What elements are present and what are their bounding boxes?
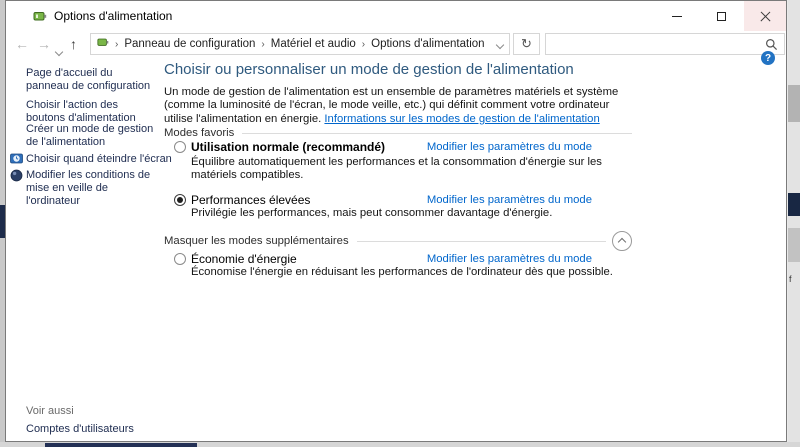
plan-name-high-performance[interactable]: Performances élevées <box>191 193 311 207</box>
breadcrumb-hardware-sound[interactable]: Matériel et audio <box>270 38 356 50</box>
close-icon <box>759 10 772 23</box>
title-bar <box>6 1 786 31</box>
plan-name-power-saver[interactable]: Économie d'énergie <box>191 252 297 266</box>
plan-row-balanced <box>164 140 632 156</box>
help-icon[interactable]: ? <box>761 51 775 65</box>
navigation-toolbar <box>6 31 786 58</box>
sidebar-item-create-plan[interactable]: Créer un mode de gestion de l'alimentation <box>26 123 154 148</box>
sidebar-item-turn-off-display[interactable]: Choisir quand éteindre l'écran <box>26 153 154 166</box>
window-title: Options d'alimentation <box>54 9 173 23</box>
background-text-fragment <box>45 443 197 447</box>
maximize-icon <box>717 12 726 21</box>
address-dropdown-icon[interactable] <box>497 35 503 53</box>
section-additional-plans: Masquer les modes supplémentaires <box>164 231 632 251</box>
close-button[interactable] <box>744 1 786 31</box>
change-plan-settings-link-balanced[interactable]: Modifier les paramètres du mode <box>426 141 592 153</box>
power-options-app-icon <box>33 9 47 28</box>
breadcrumb-app-icon <box>97 35 109 53</box>
intro-text: Un mode de gestion de l'alimentation est un ensemble de paramètres matériels et système (comme la luminosité de l'écran, le mode veille, etc.) qui définit comment votre ordinateur utilise l'alimentation en énergie. <box>164 86 619 125</box>
plan-description-balanced: Équilibre automatiquement les performances et la consommation d'énergie sur les matériels compatibles. <box>191 156 602 182</box>
background-dark-patch <box>788 193 800 216</box>
sidebar-item-power-buttons[interactable]: Choisir l'action des boutons d'alimentation <box>26 99 136 124</box>
radio-high-performance[interactable] <box>174 194 186 206</box>
breadcrumb-power-options[interactable]: Options d'alimentation <box>371 38 485 50</box>
section-divider <box>242 133 632 134</box>
refresh-icon: ↻ <box>521 36 532 51</box>
plan-description-power-saver: Économise l'énergie en réduisant les performances de l'ordinateur dès que possible. <box>191 266 613 278</box>
radio-power-saver[interactable] <box>174 253 186 265</box>
chevron-up-icon <box>618 238 626 246</box>
up-button[interactable]: ↑ <box>70 36 77 52</box>
sleep-icon <box>10 169 23 186</box>
breadcrumb-separator-icon: › <box>115 38 119 50</box>
window-controls <box>654 1 786 31</box>
refresh-button[interactable] <box>513 33 540 55</box>
background-window-bottom <box>0 442 800 447</box>
background-patch <box>788 228 800 262</box>
background-window-right <box>788 0 800 447</box>
address-bar[interactable] <box>90 33 510 55</box>
intro-paragraph <box>164 86 632 126</box>
breadcrumb-control-panel[interactable]: Panneau de configuration <box>124 38 256 50</box>
display-power-icon <box>10 153 23 170</box>
see-also-header: Voir aussi <box>26 405 74 417</box>
breadcrumb-separator-icon: › <box>261 38 265 50</box>
search-input[interactable] <box>546 35 765 53</box>
history-dropdown-icon[interactable] <box>56 42 62 60</box>
maximize-button[interactable] <box>699 1 744 31</box>
search-icon <box>765 38 778 51</box>
change-plan-settings-link-high-performance[interactable]: Modifier les paramètres du mode <box>426 194 592 206</box>
collapse-section-button[interactable] <box>612 231 632 251</box>
sidebar-item-user-accounts[interactable]: Comptes d'utilisateurs <box>26 423 134 435</box>
background-patch <box>788 85 800 122</box>
radio-balanced[interactable] <box>174 141 186 153</box>
breadcrumb-separator-icon: › <box>361 38 366 50</box>
plan-name-balanced[interactable]: Utilisation normale (recommandé) <box>191 140 386 154</box>
section-divider <box>357 241 606 242</box>
background-text-fragment: f <box>789 274 792 284</box>
plan-description-high-performance: Privilégie les performances, mais peut consommer davantage d'énergie. <box>191 207 553 219</box>
minimize-icon <box>672 16 682 17</box>
page-title: Choisir ou personnaliser un mode de gestion de l'alimentation <box>164 61 574 78</box>
change-plan-settings-link-power-saver[interactable]: Modifier les paramètres du mode <box>426 253 592 265</box>
search-box <box>545 33 785 55</box>
forward-button[interactable]: → <box>37 36 51 52</box>
sidebar-item-control-panel-home[interactable]: Page d'accueil du panneau de configuration <box>26 67 151 92</box>
sidebar-item-sleep-settings[interactable]: Modifier les conditions de mise en veille de l'ordinateur <box>26 169 154 208</box>
section-preferred-plans: Modes favoris <box>164 127 632 139</box>
power-options-window <box>5 0 787 442</box>
minimize-button[interactable] <box>654 1 699 31</box>
back-button[interactable]: ← <box>15 36 29 52</box>
power-plans-info-link[interactable]: Informations sur les modes de gestion de l'alimentation <box>324 112 600 125</box>
